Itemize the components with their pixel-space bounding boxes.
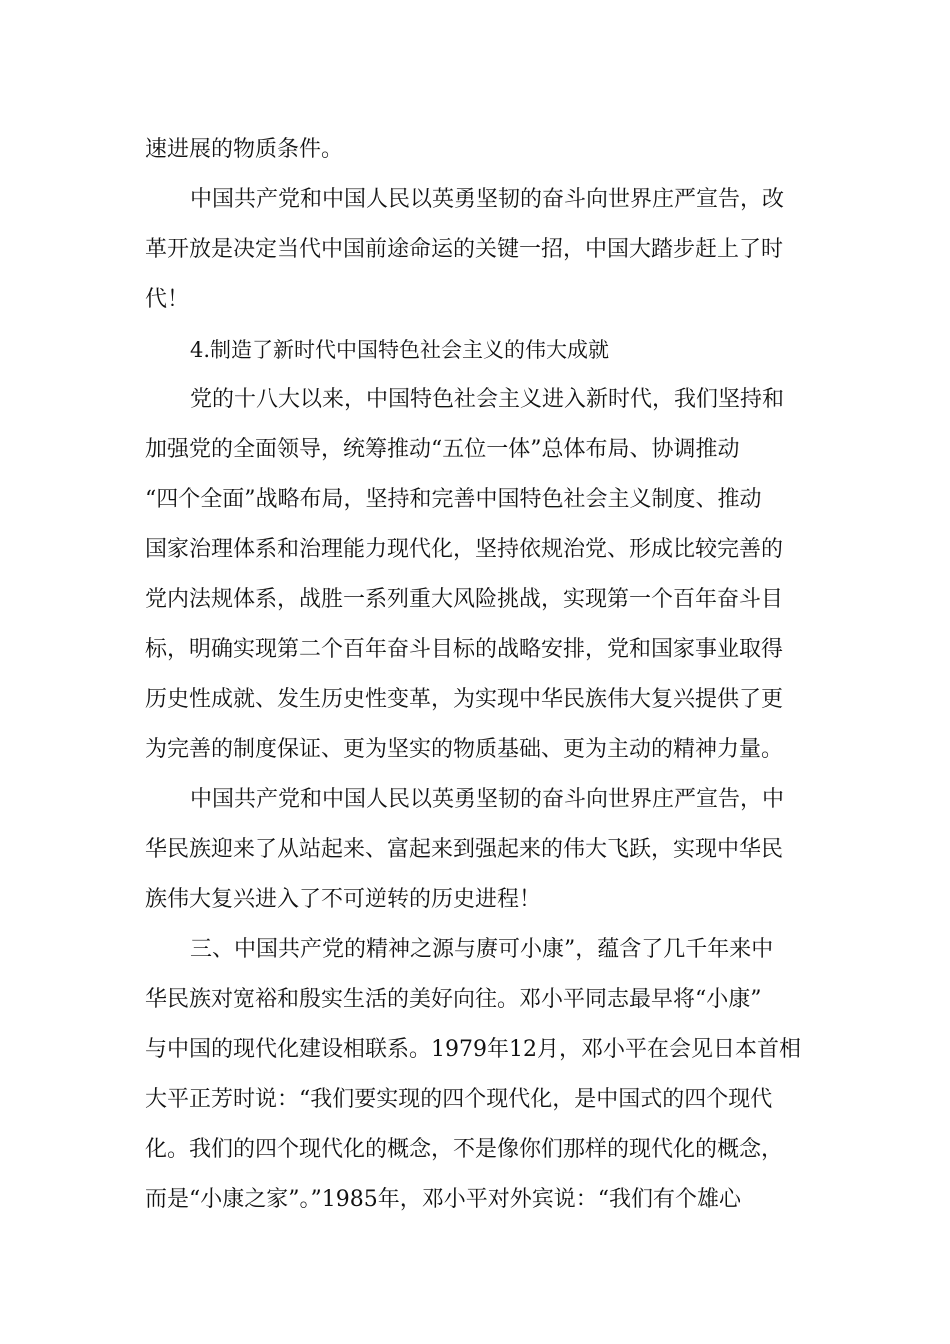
paragraph-first-line: 三、中国共产党的精神之源与赓可小康”，蕴含了几千年来中 [190, 937, 774, 962]
text-line: 历史性成就、发生历史性变革，为实现中华民族伟大复兴提供了更 [145, 687, 784, 712]
paragraph-first-line: 党的十八大以来，中国特色社会主义进入新时代，我们坚持和 [190, 387, 785, 412]
paragraph-first-line: 中国共产党和中国人民以英勇坚韧的奋斗向世界庄严宣告，改 [190, 187, 785, 212]
text-line: 华民族迎来了从站起来、富起来到强起来的伟大飞跃，实现中华民 [145, 837, 784, 862]
text-line: 而是“小康之家”。”1985年，邓小平对外宾说：“我们有个雄心 [145, 1187, 741, 1212]
text-line: “四个全面”战略布局，坚持和完善中国特色社会主义制度、推动 [145, 487, 762, 512]
text-line: 速进展的物质条件。 [145, 137, 344, 162]
text-line: 代！ [145, 287, 190, 312]
section-heading: 4.制造了新时代中国特色社会主义的伟大成就 [190, 338, 610, 362]
text-line: 大平正芳时说：“我们要实现的四个现代化，是中国式的四个现代 [145, 1087, 773, 1112]
text-line: 党内法规体系，战胜一系列重大风险挑战，实现第一个百年奋斗目 [145, 587, 784, 612]
text-line: 加强党的全面领导，统筹推动“五位一体”总体布局、协调推动 [145, 437, 740, 462]
text-line: 为完善的制度保证、更为坚实的物质基础、更为主动的精神力量。 [145, 737, 784, 762]
text-line: 族伟大复兴进入了不可逆转的历史进程！ [145, 887, 542, 912]
paragraph-first-line: 中国共产党和中国人民以英勇坚韧的奋斗向世界庄严宣告，中 [190, 787, 785, 812]
text-line: 化。我们的四个现代化的概念，不是像你们那样的现代化的概念， [145, 1137, 784, 1162]
text-line: 与中国的现代化建设相联系。1979年12月，邓小平在会见日本首相 [145, 1037, 801, 1062]
text-line: 华民族对宽裕和殷实生活的美好向往。邓小平同志最早将“小康” [145, 987, 762, 1012]
text-line: 革开放是决定当代中国前途命运的关键一招，中国大踏步赶上了时 [145, 237, 784, 262]
text-line: 国家治理体系和治理能力现代化，坚持依规治党、形成比较完善的 [145, 537, 784, 562]
text-line: 标，明确实现第二个百年奋斗目标的战略安排，党和国家事业取得 [145, 637, 784, 662]
